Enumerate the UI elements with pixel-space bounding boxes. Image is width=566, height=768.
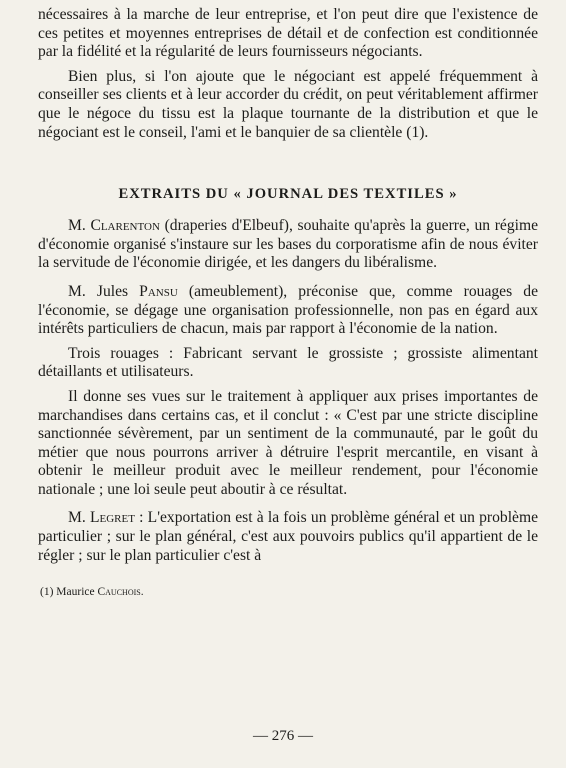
- section-heading: EXTRAITS DU « JOURNAL DES TEXTILES »: [118, 186, 458, 203]
- paragraph-pansu: [38, 283, 538, 339]
- speaker-prefix: M. Jules: [68, 282, 140, 300]
- paragraph-text: (draperies d'Elbeuf), souhaite qu'après la guerre, un régime d'économie organisé s'instaure sur les bases du corporatisme afin de nous éviter la servitude de l'économie dirigée, et les dangers du libéralisme.: [38, 217, 538, 272]
- speaker-name: Pansu: [139, 282, 178, 300]
- paragraph-text: : L'exportation est à la fois un problème général et un problème particulier ; sur le plan général, c'est aux pouvoirs publics qu'il appartient de le régler ; sur le plan particulier c'est à: [38, 509, 538, 564]
- paragraph-negociant: Bien plus, si l'on ajoute que le négociant est appelé fréquemment à conseiller ses clients et à leur accorder du crédit, on peut véritablement affirmer que le négoce du tissu est la plaque tournante de la distribution et que le négociant est le conseil, l'ami et le banquier de sa clientèle (1).: [38, 67, 538, 141]
- paragraph-continuation: nécessaires à la marche de leur entreprise, et l'on peut dire que l'existence de ces petites et moyennes entreprises de détail et de confection est conditionnée par la fidélité et la régularité de leurs fournisseurs négociants.: [38, 6, 538, 61]
- paragraph-text: (ameublement), préconise que, comme rouages de l'économie, se dégage une organisation professionnelle, non pas en égard aux intérêts particuliers de chacun, mais par rapport à l'économie de la nation.: [38, 282, 538, 338]
- paragraph-rouages: Trois rouages : Fabricant servant le grossiste ; grossiste alimentant détaillants et utilisateurs.: [38, 344, 538, 381]
- footnote-area: [38, 585, 538, 599]
- speaker-prefix: M.: [68, 509, 90, 527]
- speaker-name: Legret: [89, 509, 135, 527]
- page-number: — 276 —: [253, 728, 313, 744]
- footnote: [38, 585, 538, 599]
- paragraph-traitement: Il donne ses vues sur le traitement à appliquer aux prises importantes de marchandises dans certains cas, et il conclut : « C'est par une stricte discipline sanctionnée sévèrement, par un sentiment de la communauté, par le goût du métier que nous pourrons arriver à détruire l'esprit mercantile, en visant à obtenir le meilleur produit avec le meilleur rendement, pour l'économie nationale ; une loi seule peut aboutir à ce résultat.: [38, 387, 538, 498]
- paragraph-legret: [38, 509, 538, 565]
- paragraph-clarenton: [38, 217, 538, 273]
- speaker-name: Clarenton: [90, 217, 160, 235]
- footnote-marker: (1) Maurice: [40, 586, 98, 599]
- footnote-author: Cauchois.: [97, 586, 144, 599]
- speaker-prefix: M.: [68, 217, 91, 235]
